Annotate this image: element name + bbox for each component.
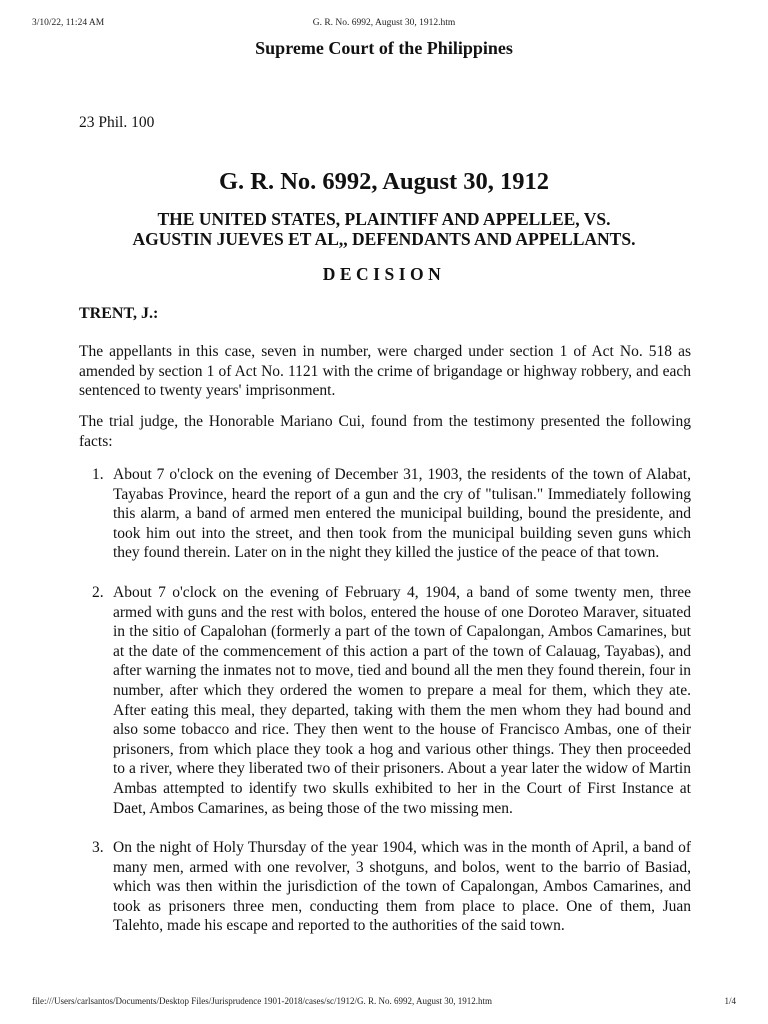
fact-text: About 7 o'clock on the evening of December 31, 1903, the residents of the town of Alabat, Tayabas Province, heard the report of a gun and the cry of "tulisan." Immediately following this alarm, a band of armed men entered the municipal building, bound the presidente, and took him out into the street, and then took from the municipal building seven guns which they found therein. Later on in the night they killed the justice of the peace of that town.	[113, 466, 691, 562]
facts-list	[79, 465, 691, 956]
fact-number: 2.	[92, 583, 104, 601]
fact-item	[79, 465, 691, 563]
file-path-link[interactable]: file:///Users/carlsantos/Documents/Desktop Files/Jurisprudence 1901-2018/cases/sc/1912/G. R. No. 6992, August 30, 1912.htm	[32, 996, 492, 1006]
case-citation: 23 Phil. 100	[79, 114, 155, 131]
parties-line-2: AGUSTIN JUEVES ET AL,, DEFENDANTS AND APPELLANTS.	[132, 229, 636, 249]
page-indicator: 1/4	[724, 996, 736, 1006]
print-footer	[32, 996, 736, 1010]
print-doc-title: G. R. No. 6992, August 30, 1912.htm	[312, 18, 456, 28]
fact-item	[79, 838, 691, 936]
fact-item	[79, 583, 691, 818]
case-number-title: G. R. No. 6992, August 30, 1912	[218, 168, 550, 195]
paragraph-2: The trial judge, the Honorable Mariano Cui, found from the testimony presented the following facts:	[79, 413, 691, 450]
ponente: TRENT, J.:	[79, 305, 159, 322]
fact-number: 3.	[92, 839, 104, 857]
parties-line-1: THE UNITED STATES, PLAINTIFF AND APPELLEE, VS.	[157, 209, 611, 229]
fact-text: About 7 o'clock on the evening of February 4, 1904, a band of some twenty men, three armed with guns and the rest with bolos, entered the house of one Doroteo Maraver, situated in the sitio of Capalohan (formerly a part of the town of Capalongan, Ambos Camarines, but at the date of the commencement of this action a part of the town of Calauag, Tayabas), and after warning the inmates not to move, tied and bound all the men they found therein, four in number, after which they ordered the women to prepare a meal for them, which they ate. After eating this meal, they departed, taking with them the men whom they had bound and also some tobacco and rice. They then went to the house of Francisco Ambas, one of their prisoners, from which place they took a hog and various other things. They then proceeded to a river, where they liberated two of their prisoners. About a year later the widow of Martin Ambas attempted to identify two skulls exhibited to her in the Court of First Instance at Daet, Ambos Camarines, as being those of the two missing men.	[113, 583, 691, 817]
print-datetime: 3/10/22, 11:24 AM	[32, 18, 105, 28]
fact-text: On the night of Holy Thursday of the year 1904, which was in the month of April, a band of many men, armed with one revolver, 3 shotguns, and bolos, went to the barrio of Basiad, which was then within the jurisdiction of the town of Capalongan, Ambos Camarines, and took as prisoners three men, conducting them from place to place. One of them, Juan Talehto, made his escape and reported to the authorities of the said town.	[113, 839, 691, 935]
print-header	[32, 18, 736, 32]
fact-number: 1.	[92, 466, 104, 483]
court-name: Supreme Court of the Philippines	[255, 38, 513, 58]
decision-heading: DECISION	[322, 264, 446, 284]
case-parties	[40, 209, 728, 249]
paragraph-1: The appellants in this case, seven in number, were charged under section 1 of Act No. 518 as amended by section 1 of Act No. 1121 with the crime of brigandage or highway robbery, and each sentenced to twenty years' imprisonment.	[79, 343, 691, 400]
